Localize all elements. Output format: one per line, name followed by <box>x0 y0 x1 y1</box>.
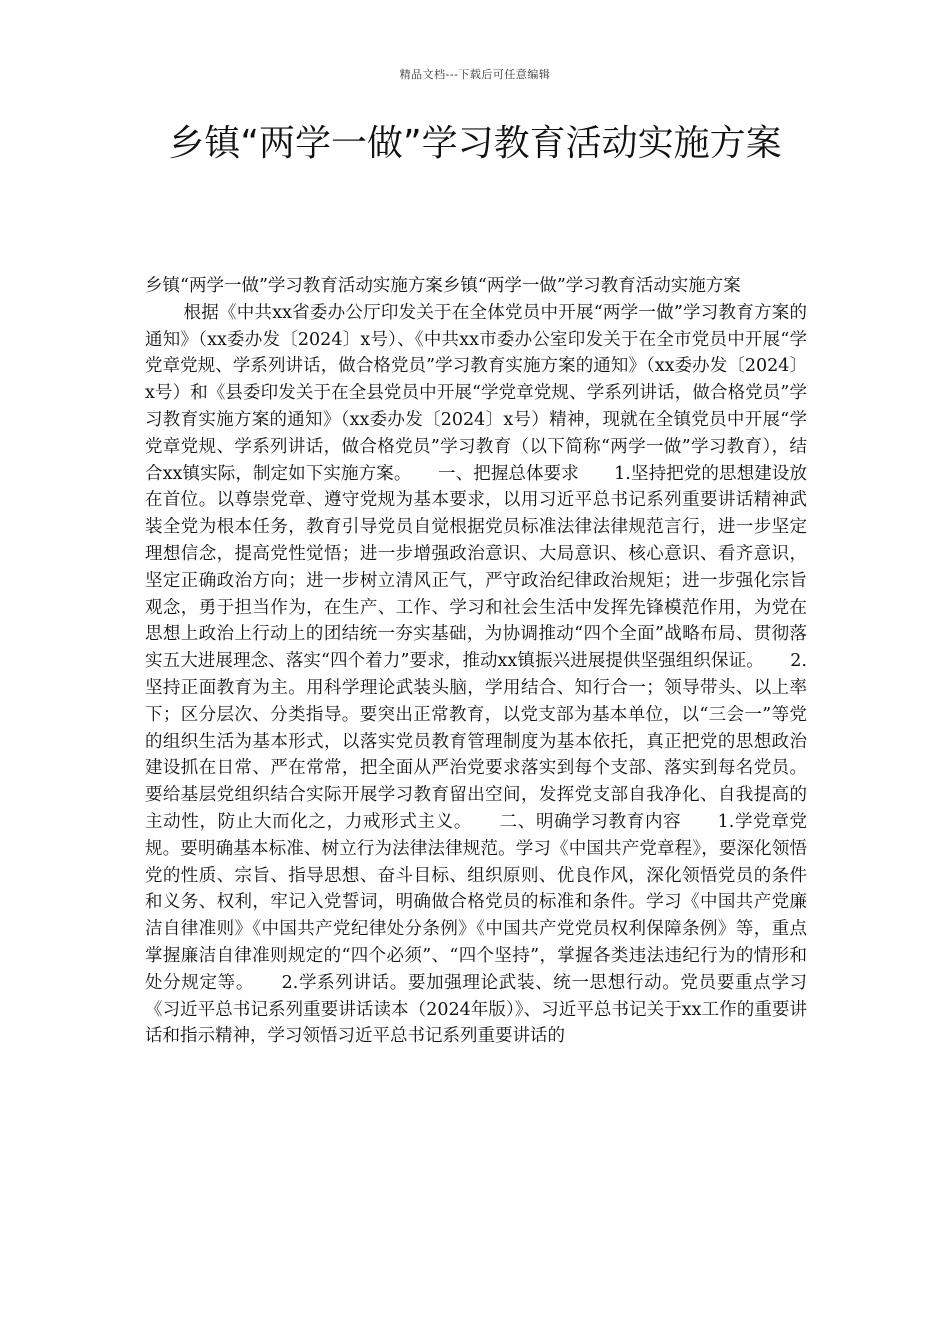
body-paragraph-main: 根据《中共xx省委办公厅印发关于在全体党员中开展“两学一做”学习教育方案的通知》（xx委办发〔2024〕x号）、《中共xx市委办公室印发关于在全市党员中开展“学党章党规、学系列讲话，做合格党员”学习教育实施方案的通知》（xx委办发〔2024〕x号）和《县委印发关于在全县党员中开展“学党章党规、学系列讲话，做合格党员”学习教育实施方案的通知》（xx委办发〔2024〕x号）精神，现就在全镇党员中开展“学党章党规、学系列讲话，做合格党员”学习教育（以下简称“两学一做”学习教育），结合xx镇实际，制定如下实施方案。 一、把握总体要求 1.坚持把党的思想建设放在首位。以尊崇党章、遵守党规为基本要求，以用习近平总书记系列重要讲话精神武装全党为根本任务，教育引导党员自觉根据党员标准法律法律规范言行，进一步坚定理想信念，提高党性觉悟；进一步增强政治意识、大局意识、核心意识、看齐意识，坚定正确政治方向；进一步树立清风正气，严守政治纪律政治规矩；进一步强化宗旨观念，勇于担当作为，在生产、工作、学习和社会生活中发挥先锋模范作用，为党在思想上政治上行动上的团结统一夯实基础，为协调推动“四个全面”战略布局、贯彻落实五大进展理念、落实“四个着力”要求，推动xx镇振兴进展提供坚强组织保证。 2.坚持正面教育为主。用科学理论武装头脑，学用结合、知行合一；领导带头、以上率下；区分层次、分类指导。要突出正常教育，以党支部为基本单位，以“三会一”等党的组织生活为基本形式，以落实党员教育管理制度为基本依托，真正把党的思想政治建设抓在日常、严在常常，把全面从严治党要求落实到每个支部、落实到每名党员。要给基层党组织结合实际开展学习教育留出空间，发挥党支部自我净化、自我提高的主动性，防止大而化之，力戒形式主义。 二、明确学习教育内容 1.学党章党规。要明确基本标准、树立行为法律法律规范。学习《中国共产党章程》，要深化领悟党的性质、宗旨、指导思想、奋斗目标、组织原则、优良作风，深化领悟党员的条件和义务、权利，牢记入党誓词，明确做合格党员的标准和条件。学习《中国共产党廉洁自律准则》《中国共产党纪律处分条例》《中国共产党党员权利保障条例》等，重点掌握廉洁自律准则规定的“四个必须”、“四个坚持”，掌握各类违法违纪行为的情形和处分规定等。 2.学系列讲话。要加强理论武装、统一思想行动。党员要重点学习《习近平总书记系列重要讲话读本（2024年版）》、习近平总书记关于xx工作的重要讲话和指示精神，学习领悟习近平总书记系列重要讲话的 <box>145 302 807 1047</box>
body-paragraph-intro: 乡镇“两学一做”学习教育活动实施方案乡镇“两学一做”学习教育活动实施方案 <box>145 276 741 296</box>
document-title: 乡镇“两学一做”学习教育活动实施方案 <box>168 123 782 164</box>
header-note: 精品文档---下载后可任意编辑 <box>399 68 551 81</box>
document-body <box>145 273 807 1050</box>
